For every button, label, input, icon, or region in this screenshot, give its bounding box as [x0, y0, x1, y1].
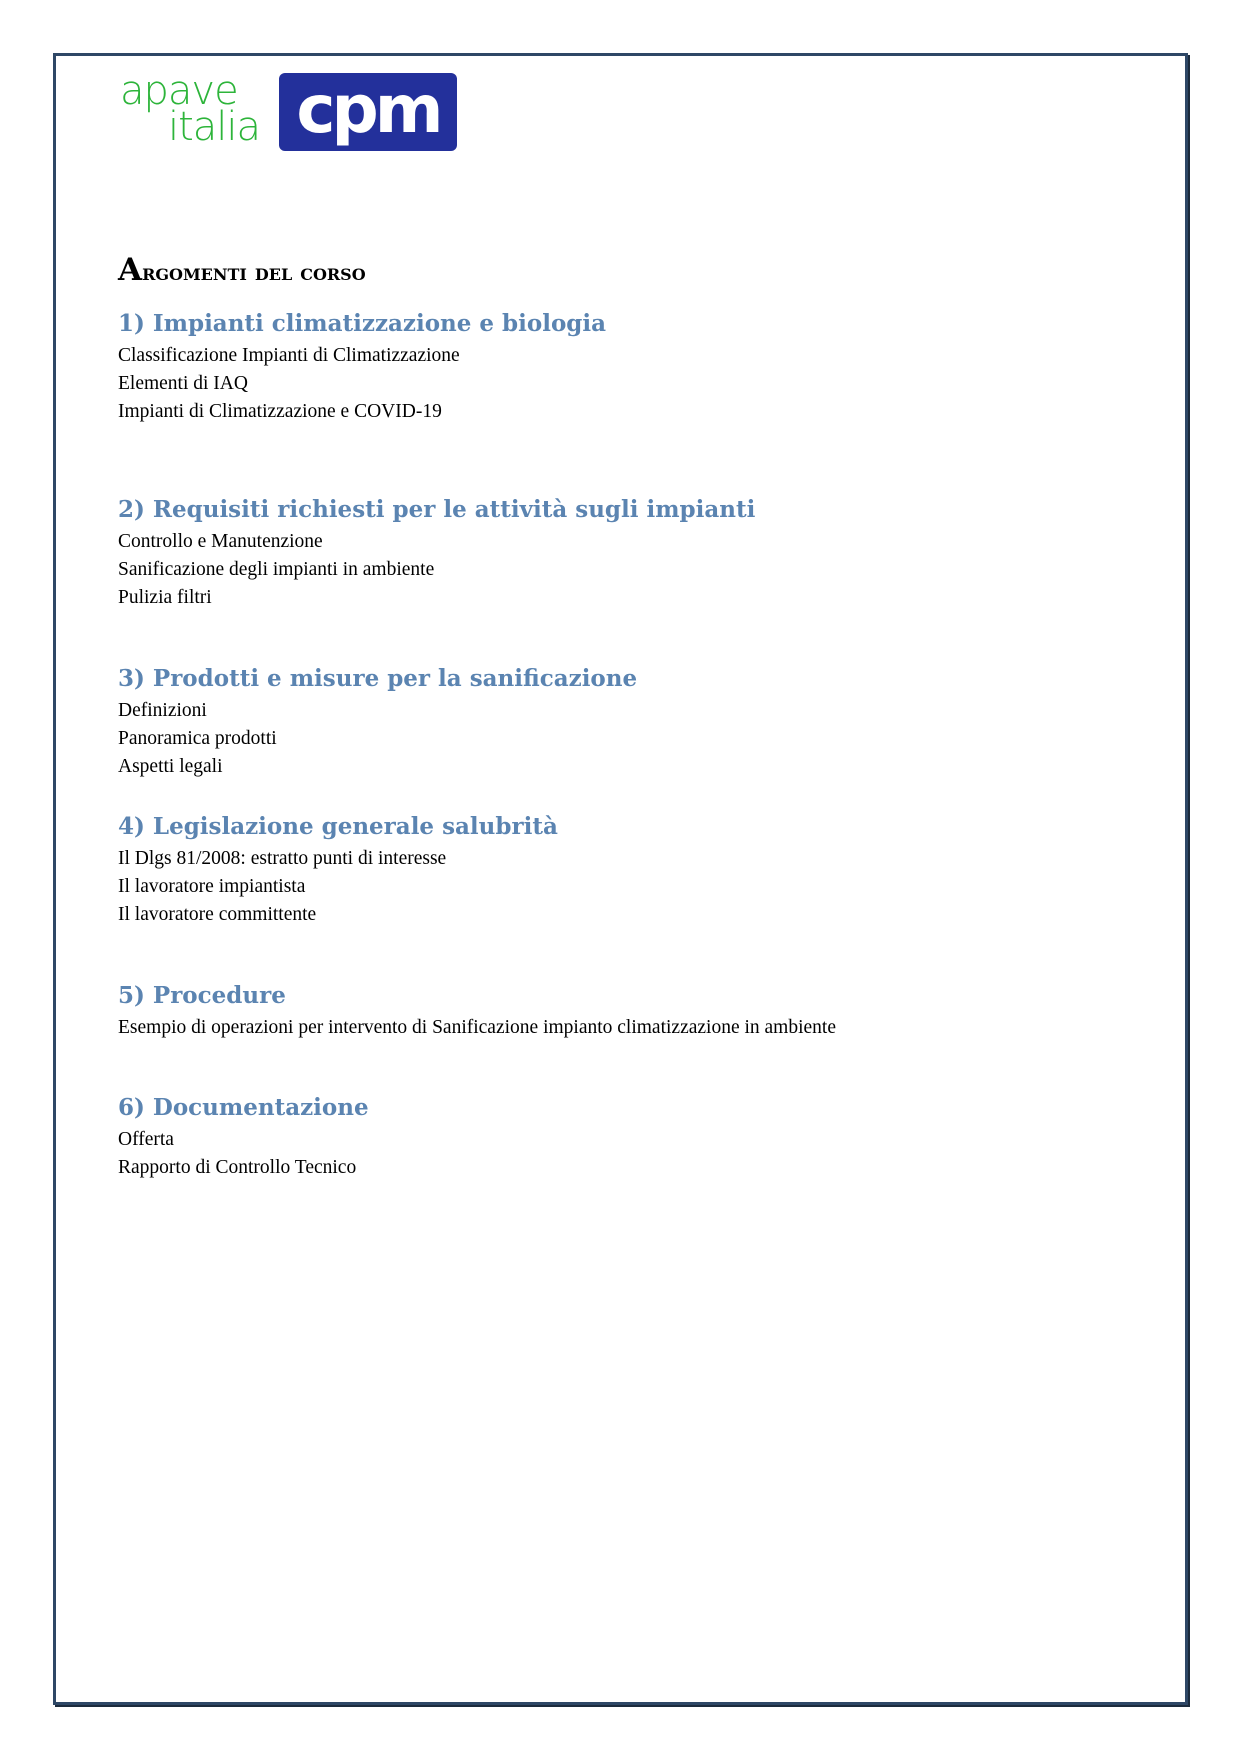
title-initial: A: [118, 252, 143, 288]
section-heading: 6) Documentazione: [118, 1094, 369, 1121]
section-heading: 2) Requisiti richiesti per le attività sugli impianti: [118, 496, 756, 523]
section-heading: 4) Legislazione generale salubrità: [118, 813, 558, 840]
section-heading: 1) Impianti climatizzazione e biologia: [118, 310, 607, 337]
title-rest: rgomenti del corso: [142, 259, 366, 286]
apave-italia-logo: [118, 68, 278, 152]
list-item: Panoramica prodotti: [118, 728, 277, 749]
company-logo: [118, 68, 458, 152]
course-topics: [118, 250, 1118, 1178]
section-6: [118, 1090, 369, 1182]
list-item: Il lavoratore committente: [118, 904, 317, 925]
list-item: Esempio di operazioni per intervento di Sanificazione impianto climatizzazione in ambiente: [118, 1017, 836, 1038]
section-2: [118, 492, 755, 612]
list-item: Rapporto di Controllo Tecnico: [118, 1157, 357, 1178]
logo-italia-text: italia: [168, 104, 261, 150]
list-item: Classificazione Impianti di Climatizzazione: [118, 345, 460, 366]
page-title: [118, 250, 1118, 290]
logo-apave-text: apave: [120, 68, 238, 114]
list-item: Sanificazione degli impianti in ambiente: [118, 559, 435, 580]
section-heading: 3) Prodotti e misure per la sanificazione: [118, 665, 638, 692]
cpm-logo: cpm: [279, 73, 457, 151]
list-item: Il lavoratore impiantista: [118, 876, 306, 897]
section-3: [118, 661, 637, 781]
section-1: [118, 306, 606, 426]
list-item: Il Dlgs 81/2008: estratto punti di interesse: [118, 848, 447, 869]
list-item: Controllo e Manutenzione: [118, 531, 323, 552]
list-item: Offerta: [118, 1129, 174, 1150]
section-4: [118, 809, 558, 929]
section-5: [118, 978, 836, 1042]
list-item: Impianti di Climatizzazione e COVID-19: [118, 401, 442, 422]
section-heading: 5) Procedure: [118, 982, 286, 1009]
list-item: Pulizia filtri: [118, 587, 212, 608]
list-item: Aspetti legali: [118, 756, 223, 777]
list-item: Definizioni: [118, 700, 207, 721]
list-item: Elementi di IAQ: [118, 373, 248, 394]
